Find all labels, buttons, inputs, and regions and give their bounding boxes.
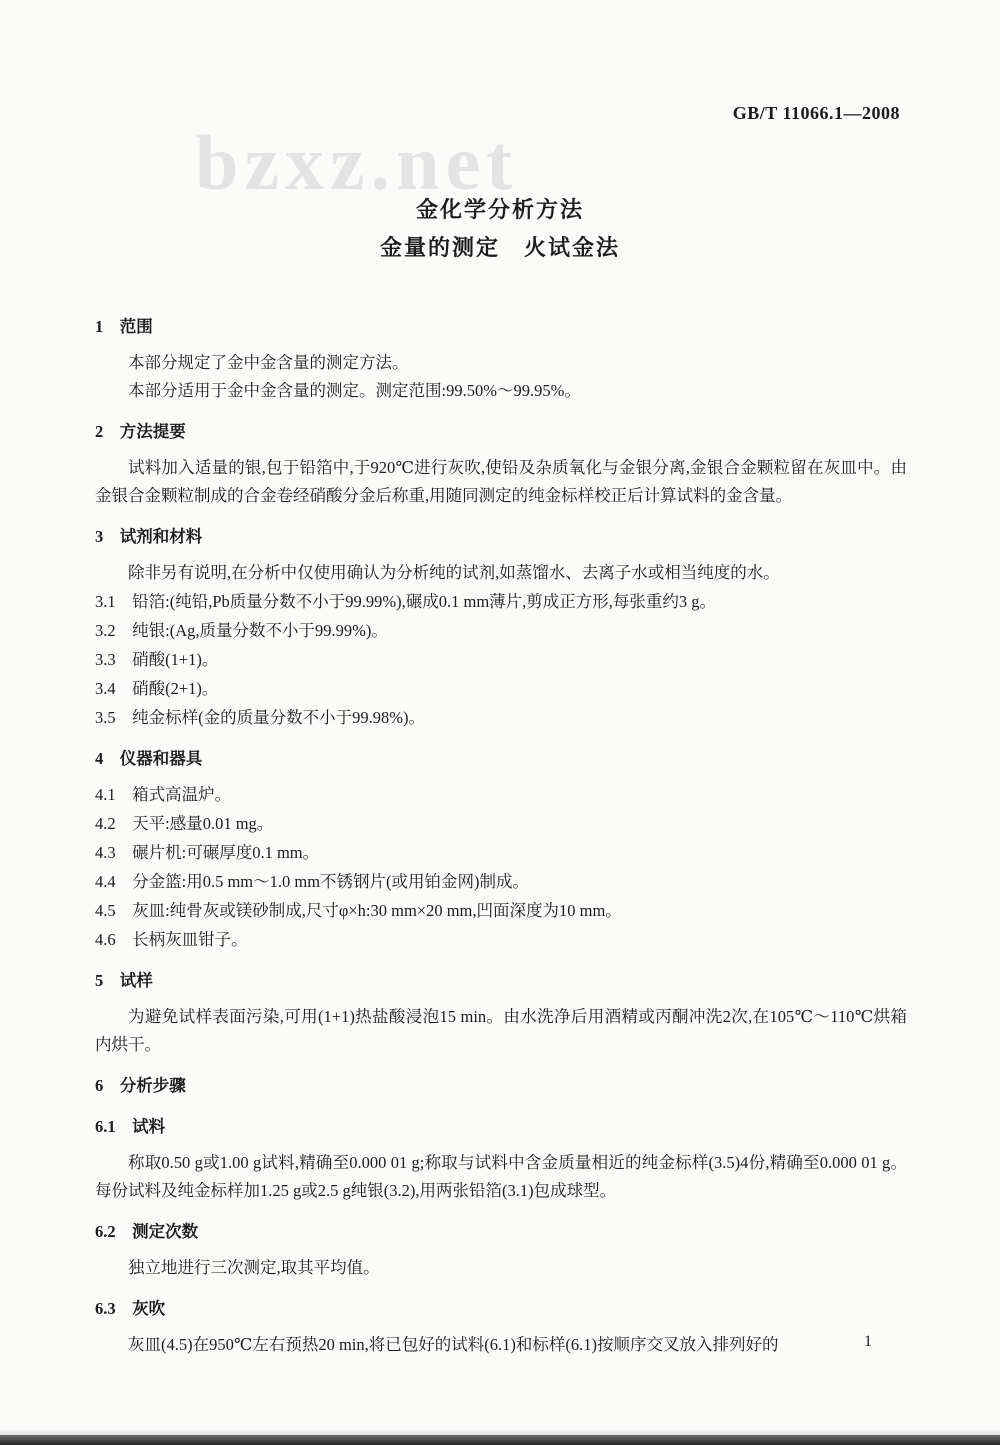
- paragraph: 为避免试样表面污染,可用(1+1)热盐酸浸泡15 min。由水洗净后用酒精或丙酮冲洗2次,在105℃～110℃烘箱内烘干。: [95, 1007, 907, 1054]
- paragraph: 称取0.50 g或1.00 g试料,精确至0.000 01 g;称取与试料中含金质量相近的纯金标样(3.5)4份,精确至0.000 01 g。每份试料及纯金标样加1.25 g或2.5 g纯银(3.2),用两张铅箔(3.1)包成球型。: [95, 1153, 907, 1200]
- section-heading: 3 试剂和材料: [95, 527, 203, 546]
- clause-item: 3.1 铅箔:(纯铅,Pb质量分数不小于99.99%),碾成0.1 mm薄片,剪成正方形,每张重约3 g。: [95, 592, 717, 611]
- scan-edge-bar: [0, 1435, 1000, 1445]
- document-title: 金化学分析方法: [415, 197, 584, 222]
- section-heading: 2 方法提要: [95, 422, 186, 441]
- section-heading: 6 分析步骤: [95, 1076, 186, 1095]
- clause-item: 4.4 分金篮:用0.5 mm～1.0 mm不锈钢片(或用铂金网)制成。: [95, 872, 530, 891]
- section-heading: 5 试样: [95, 971, 153, 990]
- section-heading: 6.2 测定次数: [95, 1222, 199, 1241]
- paragraph: 本部分适用于金中金含量的测定。测定范围:99.50%～99.95%。: [128, 381, 581, 400]
- paragraph: 本部分规定了金中金含量的测定方法。: [128, 353, 409, 372]
- section-heading: 4 仪器和器具: [95, 749, 203, 768]
- clause-item: 4.1 箱式高温炉。: [95, 785, 232, 804]
- watermark-text: bzxz.net: [195, 119, 519, 206]
- clause-item: 3.3 硝酸(1+1)。: [95, 650, 219, 669]
- section-heading: 6.1 试料: [95, 1117, 166, 1136]
- section-heading: 6.3 灰吹: [95, 1299, 166, 1318]
- paragraph: 独立地进行三次测定,取其平均值。: [128, 1258, 380, 1277]
- section-heading: 1 范围: [95, 317, 153, 336]
- clause-item: 4.5 灰皿:纯骨灰或镁砂制成,尺寸φ×h:30 mm×20 mm,凹面深度为10 mm。: [95, 901, 622, 920]
- document-content: [95, 300, 907, 1359]
- paragraph: 试料加入适量的银,包于铅箔中,于920℃进行灰吹,使铅及杂质氧化与金银分离,金银合金颗粒留在灰皿中。由金银合金颗粒制成的合金卷经硝酸分金后称重,用随同测定的纯金标样校正后计算试料的金含量。: [95, 458, 907, 505]
- page-number: 1: [864, 1333, 872, 1350]
- clause-item: 3.5 纯金标样(金的质量分数不小于99.98%)。: [95, 708, 425, 727]
- clause-item: 4.3 碾片机:可碾厚度0.1 mm。: [95, 843, 320, 862]
- clause-item: 4.2 天平:感量0.01 mg。: [95, 814, 274, 833]
- clause-item: 4.6 长柄灰皿钳子。: [95, 930, 248, 949]
- document-subtitle: 金量的测定 火试金法: [379, 235, 620, 260]
- clause-item: 3.4 硝酸(2+1)。: [95, 679, 219, 698]
- paragraph: 除非另有说明,在分析中仅使用确认为分析纯的试剂,如蒸馏水、去离子水或相当纯度的水。: [128, 563, 780, 582]
- paragraph: 灰皿(4.5)在950℃左右预热20 min,将已包好的试料(6.1)和标样(6.1)按顺序交叉放入排列好的: [128, 1335, 779, 1354]
- clause-item: 3.2 纯银:(Ag,质量分数不小于99.99%)。: [95, 621, 388, 640]
- standard-number: GB/T 11066.1—2008: [732, 103, 900, 123]
